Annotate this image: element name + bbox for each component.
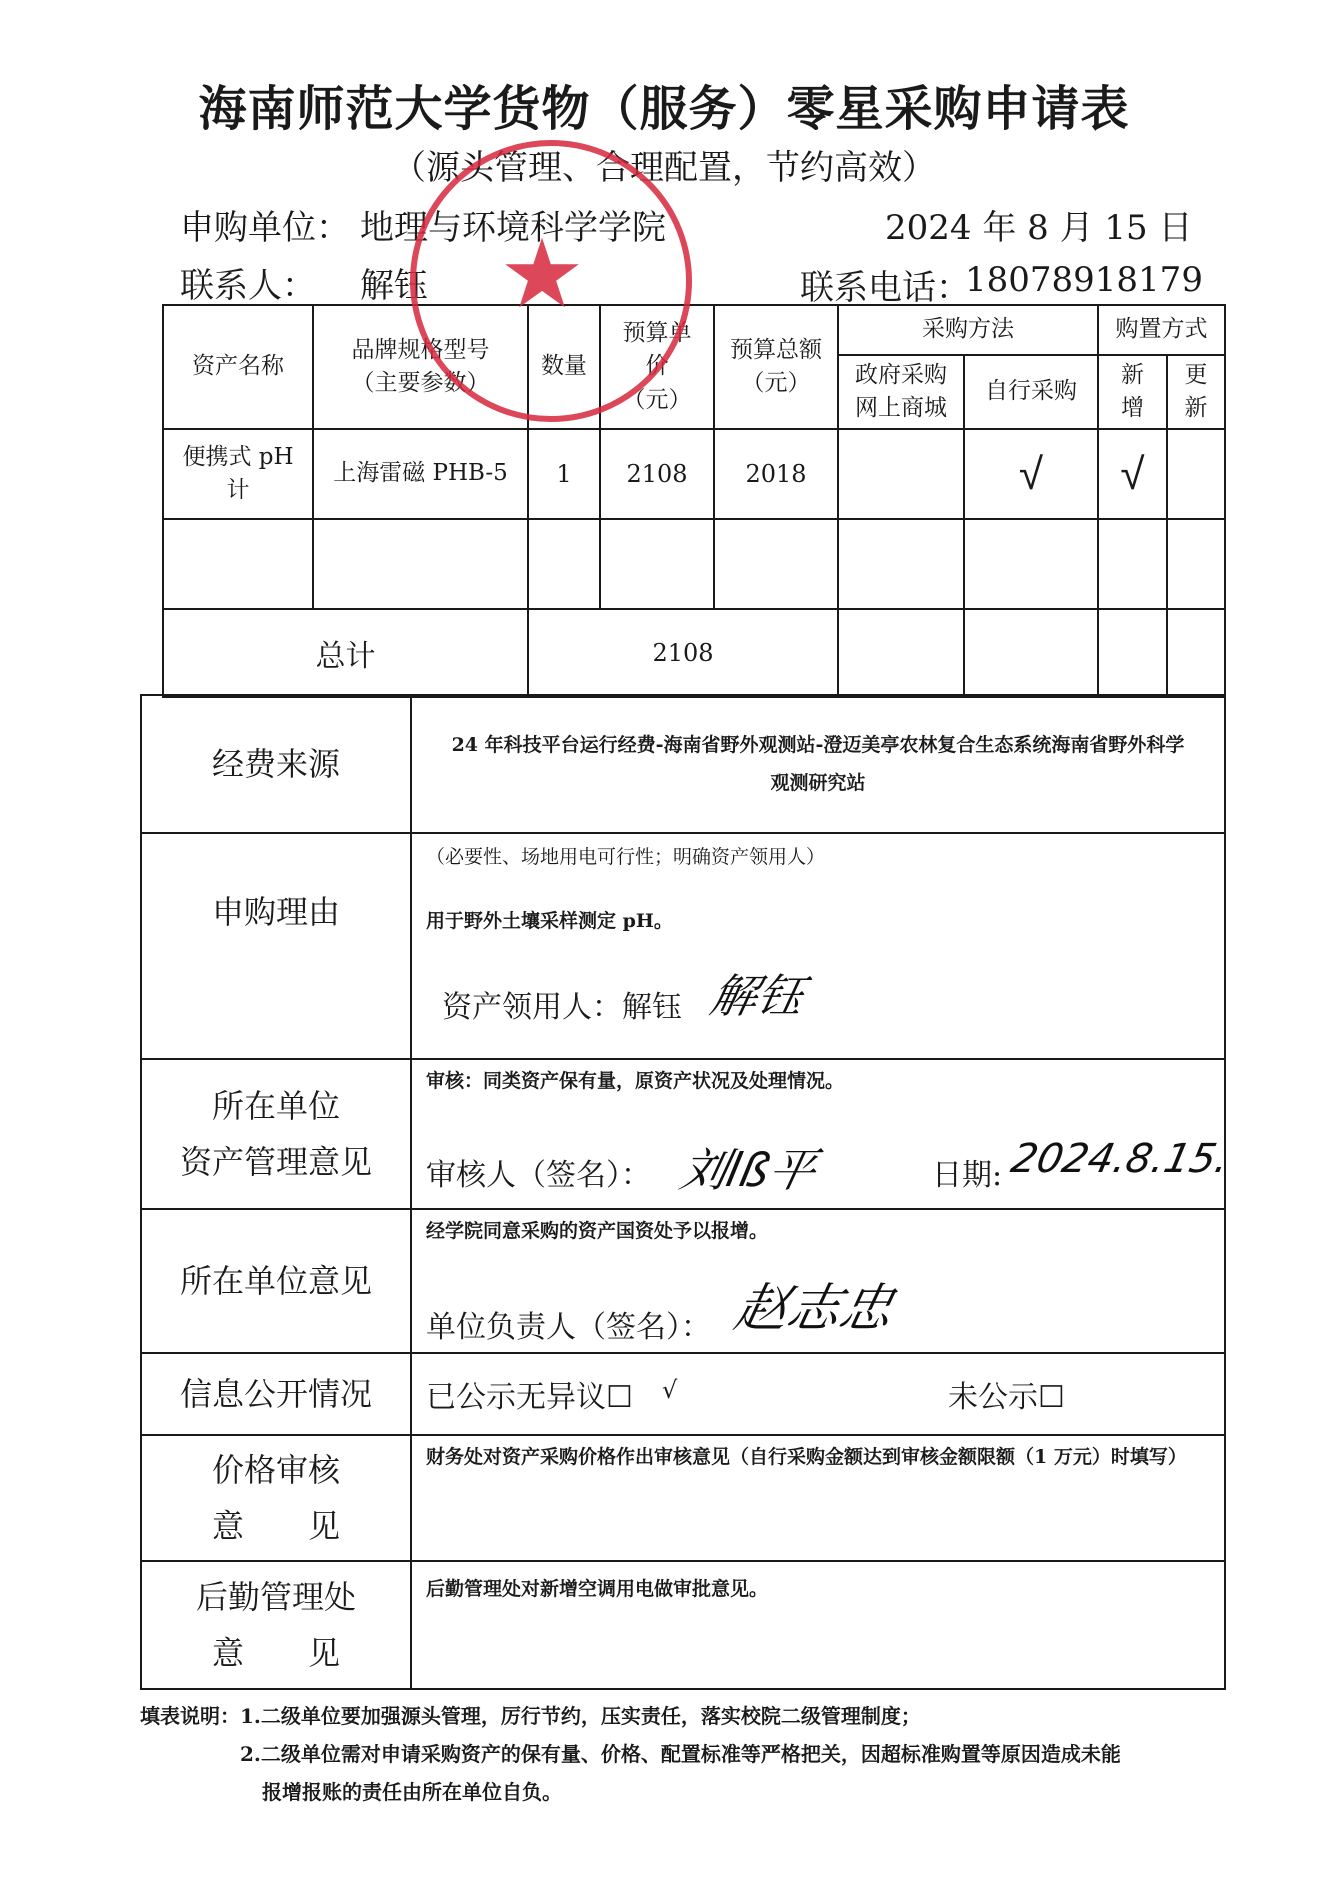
contact-value: 解钰	[360, 266, 428, 306]
disclosure-published-mark: √	[662, 1376, 678, 1404]
total-empty-cell	[964, 609, 1098, 697]
approval-table	[140, 694, 1234, 1690]
header-method-gov-line2: 网上商城	[855, 395, 947, 421]
asset-mgmt-label-line2: 资产管理意见	[179, 1143, 372, 1181]
notes-line1: 填表说明：1.二级单位要加强源头管理，厉行节约，压实责任，落实校院二级管理制度；	[140, 1704, 921, 1728]
unit-opinion-content[interactable]	[411, 1209, 1225, 1353]
total-label: 总计	[163, 609, 528, 697]
cell-quantity[interactable]: 1	[528, 429, 600, 519]
unit-head-signature: 赵志忠	[729, 1279, 899, 1339]
price-review-content[interactable]	[411, 1435, 1225, 1561]
header-method-gov	[838, 355, 964, 429]
funding-row	[141, 695, 1225, 833]
asset-mgmt-label	[141, 1059, 411, 1209]
notes-line2: 2.二级单位需对申请采购资产的保有量、价格、配置标准等严格把关，因超标准购置等原因造成未能	[240, 1742, 1121, 1766]
header-quantity: 数量	[528, 305, 600, 429]
phone-value: 18078918179	[965, 260, 1203, 300]
reviewer-label: 审核人（签名）：	[426, 1158, 651, 1193]
header-brand-spec-line1: 品牌规格型号	[351, 336, 490, 363]
price-review-text: 财务处对资产采购价格作出审核意见（自行采购金额达到审核金额限额（1 万元）时填写）	[426, 1446, 1187, 1468]
funding-label: 经费来源	[141, 695, 411, 833]
cell-method-gov[interactable]	[838, 519, 964, 609]
unit-head-label: 单位负责人（签名）：	[426, 1310, 711, 1345]
cell-unit-price[interactable]	[600, 519, 714, 609]
logistics-label-line1: 后勤管理处	[195, 1578, 356, 1616]
header-unit-price-line2: 价	[645, 353, 669, 380]
total-empty-cell	[838, 609, 964, 697]
form-title: 海南师范大学货物（服务）零星采购申请表	[198, 81, 1130, 137]
cell-asset-name[interactable]	[163, 519, 313, 609]
header-method-gov-line1: 政府采购	[855, 361, 947, 388]
disclosure-row	[141, 1353, 1225, 1435]
asset-mgmt-label-line1: 所在单位	[211, 1087, 340, 1125]
cell-method-self[interactable]	[964, 519, 1098, 609]
asset-mgmt-content[interactable]	[411, 1059, 1234, 1209]
total-empty-cell	[1167, 609, 1225, 697]
header-total-budget	[714, 305, 838, 429]
cell-type-new-check[interactable]: √	[1098, 429, 1167, 519]
cell-quantity[interactable]	[528, 519, 600, 609]
notes-line3: 报增报账的责任由所在单位自负。	[262, 1780, 562, 1804]
logistics-label-line2: 意 见	[211, 1634, 340, 1672]
disclosure-content	[411, 1353, 1225, 1435]
total-empty-cell	[1098, 609, 1167, 697]
header-asset-name: 资产名称	[163, 305, 313, 429]
form-date: 2024 年 8 月 15 日	[885, 208, 1193, 248]
cell-asset-name[interactable]	[163, 429, 313, 519]
asset-mgmt-hint: 审核：同类资产保有量，原资产状况及处理情况。	[426, 1070, 845, 1092]
header-purchase-type: 购置方式	[1098, 305, 1225, 355]
cell-brand-spec[interactable]	[313, 519, 528, 609]
cell-unit-price[interactable]: 2108	[600, 429, 714, 519]
price-review-label	[141, 1435, 411, 1561]
header-purchase-method: 采购方法	[838, 305, 1098, 355]
header-brand-spec	[313, 305, 528, 429]
disclosure-unpublished-checkbox[interactable]: 未公示☐	[948, 1380, 1065, 1415]
unit-opinion-row	[141, 1209, 1225, 1353]
logistics-text: 后勤管理处对新增空调用电做审批意见。	[426, 1578, 769, 1600]
reviewer-signature: 刘lß平	[675, 1143, 821, 1197]
recipient-label: 资产领用人：解钰	[442, 990, 682, 1025]
total-row	[163, 609, 1225, 697]
review-date-label: 日期:	[932, 1158, 1003, 1193]
header-brand-spec-line2: （主要参数）	[351, 370, 490, 396]
table-row	[163, 429, 1225, 519]
form-subtitle: （源头管理、合理配置，节约高效）	[392, 148, 936, 188]
unit-opinion-label: 所在单位意见	[141, 1209, 411, 1353]
header-unit-price	[600, 305, 714, 429]
items-table	[162, 304, 1226, 698]
header-type-new-line1: 新	[1121, 361, 1144, 388]
cell-total[interactable]: 2018	[714, 429, 838, 519]
contact-label: 联系人：	[180, 266, 316, 306]
cell-method-gov[interactable]	[838, 429, 964, 519]
header-total-line2: （元）	[741, 370, 811, 396]
reason-hint: （必要性、场地用电可行性；明确资产领用人）	[426, 846, 826, 868]
header-type-replace	[1167, 355, 1225, 429]
header-method-self: 自行采购	[964, 355, 1098, 429]
disclosure-label: 信息公开情况	[141, 1353, 411, 1435]
cell-type-new[interactable]	[1098, 519, 1167, 609]
logistics-row	[141, 1561, 1225, 1689]
logistics-label	[141, 1561, 411, 1689]
header-total-line1: 预算总额	[730, 336, 822, 363]
unit-value: 地理与环境科学学院	[360, 208, 666, 248]
funding-line1: 24 年科技平台运行经费-海南省野外观测站-澄迈美亭农林复合生态系统海南省野外科学	[451, 734, 1185, 756]
reason-text: 用于野外土壤采样测定 pH。	[426, 910, 673, 932]
unit-opinion-text: 经学院同意采购的资产国资处予以报增。	[426, 1220, 769, 1242]
header-type-new-line2: 增	[1121, 395, 1144, 421]
total-value[interactable]: 2108	[528, 609, 838, 697]
header-type-replace-line1: 更	[1184, 361, 1208, 388]
funding-content[interactable]	[411, 695, 1225, 833]
disclosure-published-checkbox[interactable]: 已公示无异议☐	[426, 1380, 633, 1415]
reason-label: 申购理由	[141, 833, 411, 1059]
asset-name-line1: 便携式 pH	[182, 443, 294, 470]
review-date-value: 2024.8.15.	[1007, 1136, 1234, 1182]
header-type-replace-line2: 新	[1184, 395, 1208, 421]
table-row	[163, 519, 1225, 609]
price-review-label-line2: 意 见	[211, 1507, 340, 1545]
cell-brand-spec[interactable]: 上海雷磁 PHB-5	[313, 429, 528, 519]
price-review-label-line1: 价格审核	[211, 1451, 340, 1489]
price-review-row	[141, 1435, 1225, 1561]
header-unit-price-line1: 预算单	[622, 319, 692, 346]
asset-mgmt-row	[141, 1059, 1225, 1209]
recipient-signature: 解钰	[705, 969, 810, 1023]
funding-line2: 观测研究站	[770, 772, 866, 794]
cell-total[interactable]	[714, 519, 838, 609]
header-type-new	[1098, 355, 1167, 429]
reason-content[interactable]	[411, 833, 1225, 1059]
reason-row	[141, 833, 1225, 1059]
header-unit-price-line3: （元）	[622, 386, 692, 413]
cell-type-replace[interactable]	[1167, 429, 1225, 519]
star-icon: ★	[499, 218, 586, 330]
cell-method-self-check[interactable]: √	[964, 429, 1098, 519]
cell-type-replace[interactable]	[1167, 519, 1225, 609]
phone-label: 联系电话：	[800, 268, 970, 308]
asset-name-line2: 计	[226, 477, 250, 503]
unit-label: 申购单位：	[180, 208, 350, 248]
logistics-content[interactable]	[411, 1561, 1225, 1689]
